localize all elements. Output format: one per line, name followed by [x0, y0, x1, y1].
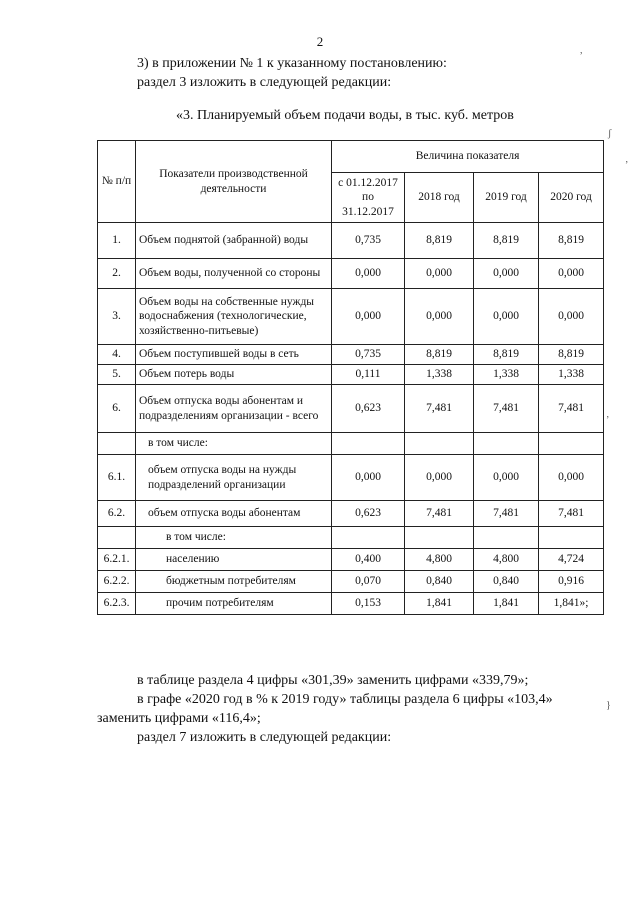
header-value-group: Величина показателя	[332, 141, 604, 173]
scan-mark: ʃ	[608, 128, 612, 139]
row-label: Объем потерь воды	[136, 365, 332, 385]
table-row	[98, 223, 604, 259]
row-value	[332, 527, 405, 549]
row-value: 0,000	[405, 455, 474, 501]
scan-mark: ʼ	[625, 160, 629, 171]
intro-line-2: раздел 3 изложить в следующей редакции:	[137, 75, 392, 90]
scan-mark: }	[606, 700, 611, 711]
row-value: 0,916	[539, 571, 604, 593]
header-period-2: 2018 год	[405, 173, 474, 223]
table-row	[98, 365, 604, 385]
row-number	[98, 433, 136, 455]
row-value: 0,623	[332, 501, 405, 527]
row-value	[539, 433, 604, 455]
row-value: 0,000	[332, 455, 405, 501]
row-value	[405, 527, 474, 549]
row-value: 0,000	[474, 455, 539, 501]
row-label: населению	[136, 549, 332, 571]
header-period-1: с 01.12.2017 по 31.12.2017	[332, 173, 405, 223]
row-number: 6.2.3.	[98, 593, 136, 615]
row-label: в том числе:	[136, 527, 332, 549]
table-row	[98, 289, 604, 345]
row-value: 8,819	[474, 345, 539, 365]
row-value: 0,000	[405, 289, 474, 345]
row-value: 0,070	[332, 571, 405, 593]
row-value: 1,338	[405, 365, 474, 385]
row-value: 0,840	[474, 571, 539, 593]
header-period-4: 2020 год	[539, 173, 604, 223]
table-row	[98, 501, 604, 527]
row-value: 8,819	[474, 223, 539, 259]
row-value: 7,481	[405, 501, 474, 527]
row-number: 1.	[98, 223, 136, 259]
row-number: 3.	[98, 289, 136, 345]
row-value: 0,000	[332, 289, 405, 345]
table-header-row-1	[98, 141, 604, 173]
row-number: 6.	[98, 385, 136, 433]
row-label: Объем поднятой (забранной) воды	[136, 223, 332, 259]
row-value: 1,841	[474, 593, 539, 615]
row-label: Объем поступившей воды в сеть	[136, 345, 332, 365]
row-label: Объем воды, полученной со стороны	[136, 259, 332, 289]
scan-mark: ,	[580, 45, 583, 56]
row-value	[539, 527, 604, 549]
row-number: 4.	[98, 345, 136, 365]
row-value: 0,840	[405, 571, 474, 593]
row-label: прочим потребителям	[136, 593, 332, 615]
table-row	[98, 571, 604, 593]
row-value: 1,338	[474, 365, 539, 385]
row-value: 8,819	[539, 223, 604, 259]
table-row	[98, 259, 604, 289]
after-line-4: раздел 7 изложить в следующей редакции:	[137, 730, 392, 745]
table-row	[98, 549, 604, 571]
row-value: 1,338	[539, 365, 604, 385]
row-value: 8,819	[405, 223, 474, 259]
row-number	[98, 527, 136, 549]
scan-mark: ʼ	[606, 415, 610, 426]
row-value: 7,481	[474, 385, 539, 433]
header-num: № п/п	[98, 141, 136, 223]
row-label: объем отпуска воды абонентам	[136, 501, 332, 527]
row-label: Объем воды на собственные нужды водоснабжения (технологические, хозяйственно-питьевые)	[136, 289, 332, 345]
intro-line-1: 3) в приложении № 1 к указанному постановлению:	[137, 56, 447, 71]
row-label: Объем отпуска воды абонентам и подразделениям организации - всего	[136, 385, 332, 433]
table-row	[98, 593, 604, 615]
row-value: 0,000	[332, 259, 405, 289]
table-row	[98, 433, 604, 455]
row-value: 7,481	[539, 385, 604, 433]
row-value: 0,000	[539, 289, 604, 345]
row-value: 0,000	[474, 289, 539, 345]
row-value: 0,000	[539, 259, 604, 289]
after-line-2: в графе «2020 год в % к 2019 году» таблицы раздела 6 цифры «103,4»	[137, 692, 553, 707]
table-row	[98, 527, 604, 549]
row-number: 6.2.1.	[98, 549, 136, 571]
row-number: 5.	[98, 365, 136, 385]
table-row	[98, 345, 604, 365]
row-value	[474, 527, 539, 549]
row-value	[405, 433, 474, 455]
header-period-3: 2019 год	[474, 173, 539, 223]
row-number: 6.2.	[98, 501, 136, 527]
row-value: 7,481	[539, 501, 604, 527]
row-value: 8,819	[405, 345, 474, 365]
water-supply-table	[97, 140, 604, 615]
table-row	[98, 455, 604, 501]
row-value	[474, 433, 539, 455]
row-label: в том числе:	[136, 433, 332, 455]
row-value: 0,623	[332, 385, 405, 433]
header-indicator: Показатели производственной деятельности	[136, 141, 332, 223]
row-value: 0,000	[539, 455, 604, 501]
row-value: 4,724	[539, 549, 604, 571]
row-number: 6.2.2.	[98, 571, 136, 593]
row-value: 1,841»;	[539, 593, 604, 615]
page-number: 2	[316, 34, 324, 49]
row-value: 1,841	[405, 593, 474, 615]
after-line-1: в таблице раздела 4 цифры «301,39» заменить цифрами «339,79»;	[137, 673, 529, 688]
table-row	[98, 385, 604, 433]
row-value: 0,400	[332, 549, 405, 571]
row-number: 6.1.	[98, 455, 136, 501]
row-value: 4,800	[405, 549, 474, 571]
row-value: 0,000	[474, 259, 539, 289]
table-heading: «3. Планируемый объем подачи воды, в тыс. куб. метров	[176, 108, 514, 123]
row-value: 7,481	[405, 385, 474, 433]
row-label: бюджетным потребителям	[136, 571, 332, 593]
row-number: 2.	[98, 259, 136, 289]
row-value	[332, 433, 405, 455]
row-value: 7,481	[474, 501, 539, 527]
row-value: 4,800	[474, 549, 539, 571]
row-value: 8,819	[539, 345, 604, 365]
row-label: объем отпуска воды на нужды подразделений организации	[136, 455, 332, 501]
after-line-3: заменить цифрами «116,4»;	[97, 711, 261, 726]
row-value: 0,735	[332, 223, 405, 259]
row-value: 0,000	[405, 259, 474, 289]
row-value: 0,735	[332, 345, 405, 365]
row-value: 0,111	[332, 365, 405, 385]
row-value: 0,153	[332, 593, 405, 615]
